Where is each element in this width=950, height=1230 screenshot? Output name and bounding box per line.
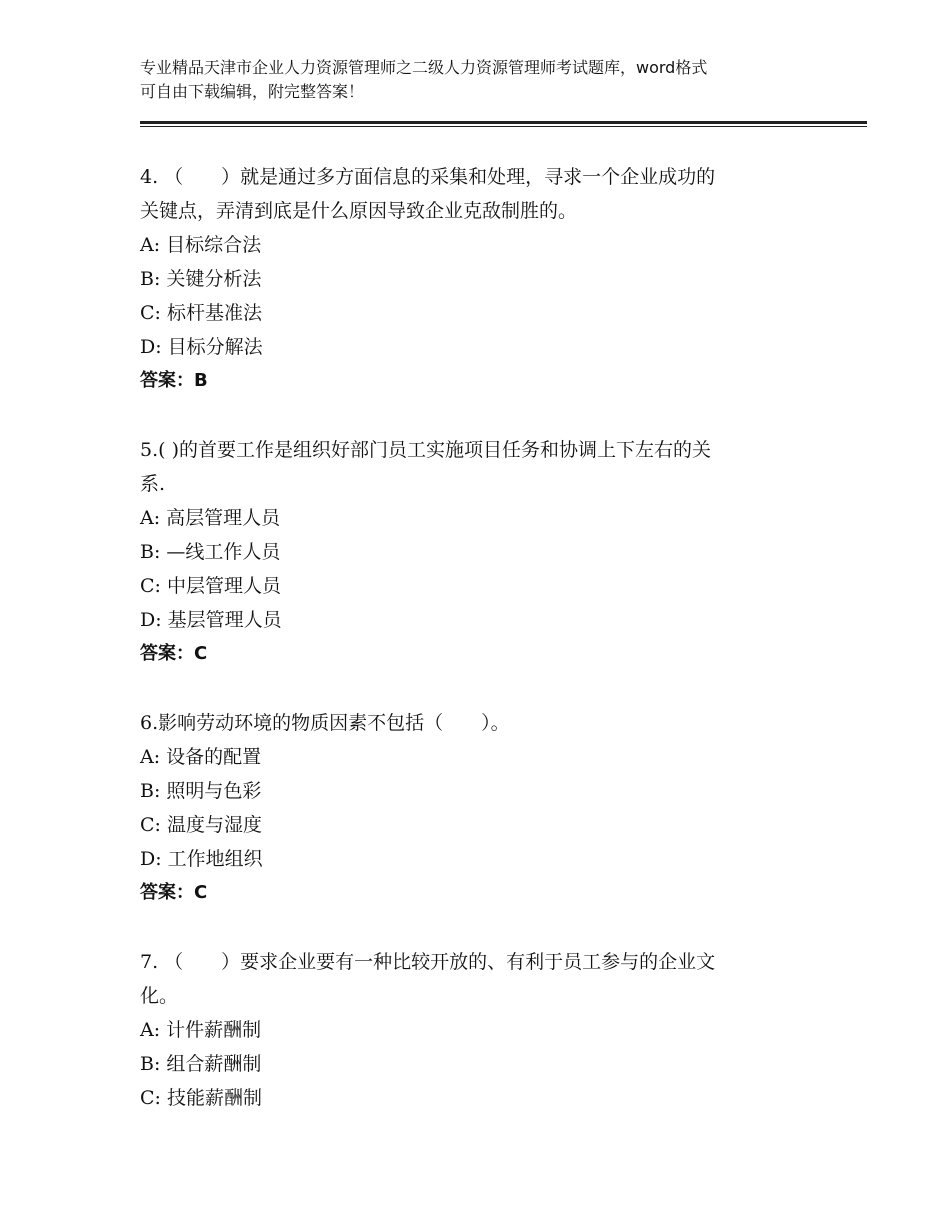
- stem-line: 4. （ ）就是通过多方面信息的采集和处理，寻求一个企业成功的: [140, 166, 716, 188]
- stem-line: 5.( )的首要工作是组织好部门员工实施项目任务和协调上下左右的关: [140, 439, 711, 461]
- answer: 答案：C: [140, 882, 208, 903]
- option-d: D: 工作地组织: [140, 848, 263, 870]
- option-d: D: 基层管理人员: [140, 609, 282, 631]
- option-c: C: 标杆基准法: [140, 302, 262, 324]
- option-a: A: 目标综合法: [140, 234, 262, 256]
- option-b: B: 关键分析法: [140, 268, 262, 290]
- header-line-1: 专业精品天津市企业人力资源管理师之二级人力资源管理师考试题库，word格式: [140, 58, 708, 77]
- header-divider-thick: [140, 121, 867, 124]
- question-4: [140, 160, 820, 398]
- option-b: B: 照明与色彩: [140, 780, 262, 802]
- header-divider-thin: [140, 126, 867, 127]
- option-c: C: 温度与湿度: [140, 814, 262, 836]
- question-5: [140, 433, 820, 671]
- answer: 答案：B: [140, 370, 208, 391]
- stem-line: 7. （ ）要求企业要有一种比较开放的、有利于员工参与的企业文: [140, 951, 716, 973]
- header-line-2: 可自由下载编辑，附完整答案！: [140, 82, 365, 101]
- question-stem: [140, 433, 820, 501]
- option-b: B: —线工作人员: [140, 541, 281, 563]
- question-7: [140, 945, 820, 1115]
- option-c: C: 中层管理人员: [140, 575, 281, 597]
- stem-line: 系.: [140, 473, 166, 495]
- stem-line: 化。: [140, 985, 179, 1007]
- question-stem: [140, 706, 820, 740]
- option-d: D: 目标分解法: [140, 336, 263, 358]
- option-a: A: 高层管理人员: [140, 507, 281, 529]
- question-6: [140, 706, 820, 910]
- option-b: B: 组合薪酬制: [140, 1053, 262, 1075]
- document-header: [140, 56, 840, 104]
- option-c: C: 技能薪酬制: [140, 1087, 262, 1109]
- option-a: A: 计件薪酬制: [140, 1019, 262, 1041]
- question-stem: [140, 945, 820, 1013]
- answer: 答案：C: [140, 643, 208, 664]
- stem-line: 6.影响劳动环境的物质因素不包括（ ）。: [140, 712, 510, 734]
- question-stem: [140, 160, 820, 228]
- option-a: A: 设备的配置: [140, 746, 262, 768]
- stem-line: 关键点，弄清到底是什么原因导致企业克敌制胜的。: [140, 200, 578, 222]
